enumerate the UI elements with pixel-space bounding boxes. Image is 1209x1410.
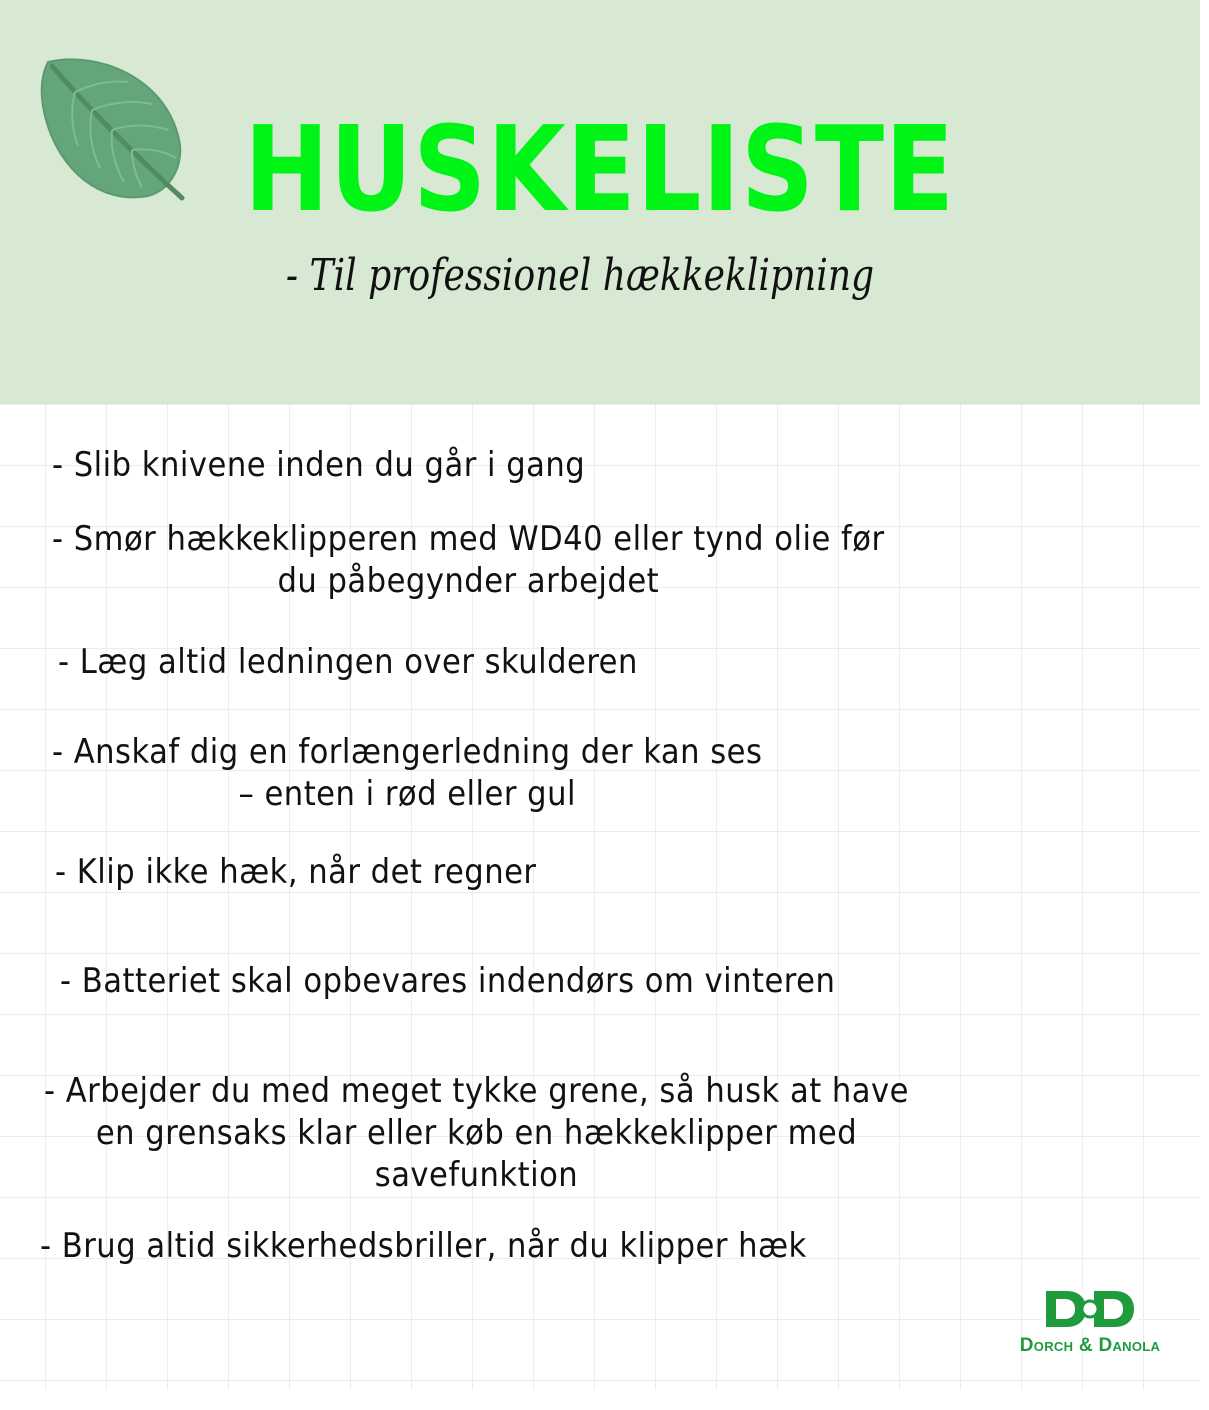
header-banner (0, 0, 1200, 404)
list-item-line: - Anskaf dig en forlængerledning der kan ses (52, 732, 763, 772)
list-item (52, 731, 762, 815)
list-item-line: - Slib knivene inden du går i gang (52, 445, 586, 485)
logo-text: Dorch & Danola (1019, 1335, 1161, 1356)
list-item-line: - Batteriet skal opbevares indendørs om vinteren (60, 961, 836, 1001)
list-item-line: - Klip ikke hæk, når det regner (55, 852, 537, 892)
list-item-line: du påbegynder arbejdet (277, 561, 660, 601)
list-item-line: en grensaks klar eller køb en hækkeklipper med (95, 1113, 858, 1153)
list-item-line: - Læg altid ledningen over skulderen (58, 642, 638, 682)
dd-logo-icon (1042, 1289, 1138, 1329)
list-item-line: – enten i rød eller gul (238, 774, 576, 814)
page-subtitle: - Til professionel hækkeklipning (285, 250, 875, 301)
list-item-line: - Brug altid sikkerhedsbriller, når du klipper hæk (40, 1226, 807, 1266)
list-item-line: - Arbejder du med meget tykke grene, så husk at have (44, 1071, 909, 1111)
list-item-line: savefunktion (374, 1155, 579, 1195)
list-item (58, 641, 638, 683)
brand-logo (998, 1285, 1182, 1365)
list-item (44, 1070, 909, 1196)
list-item (52, 518, 885, 602)
list-item (60, 960, 835, 1002)
page-title: HUSKELISTE (244, 100, 956, 238)
list-item (40, 1225, 807, 1267)
list-item (55, 851, 536, 893)
list-item-line: - Smør hækkeklipperen med WD40 eller tynd olie før (52, 519, 885, 559)
list-item (52, 444, 585, 486)
